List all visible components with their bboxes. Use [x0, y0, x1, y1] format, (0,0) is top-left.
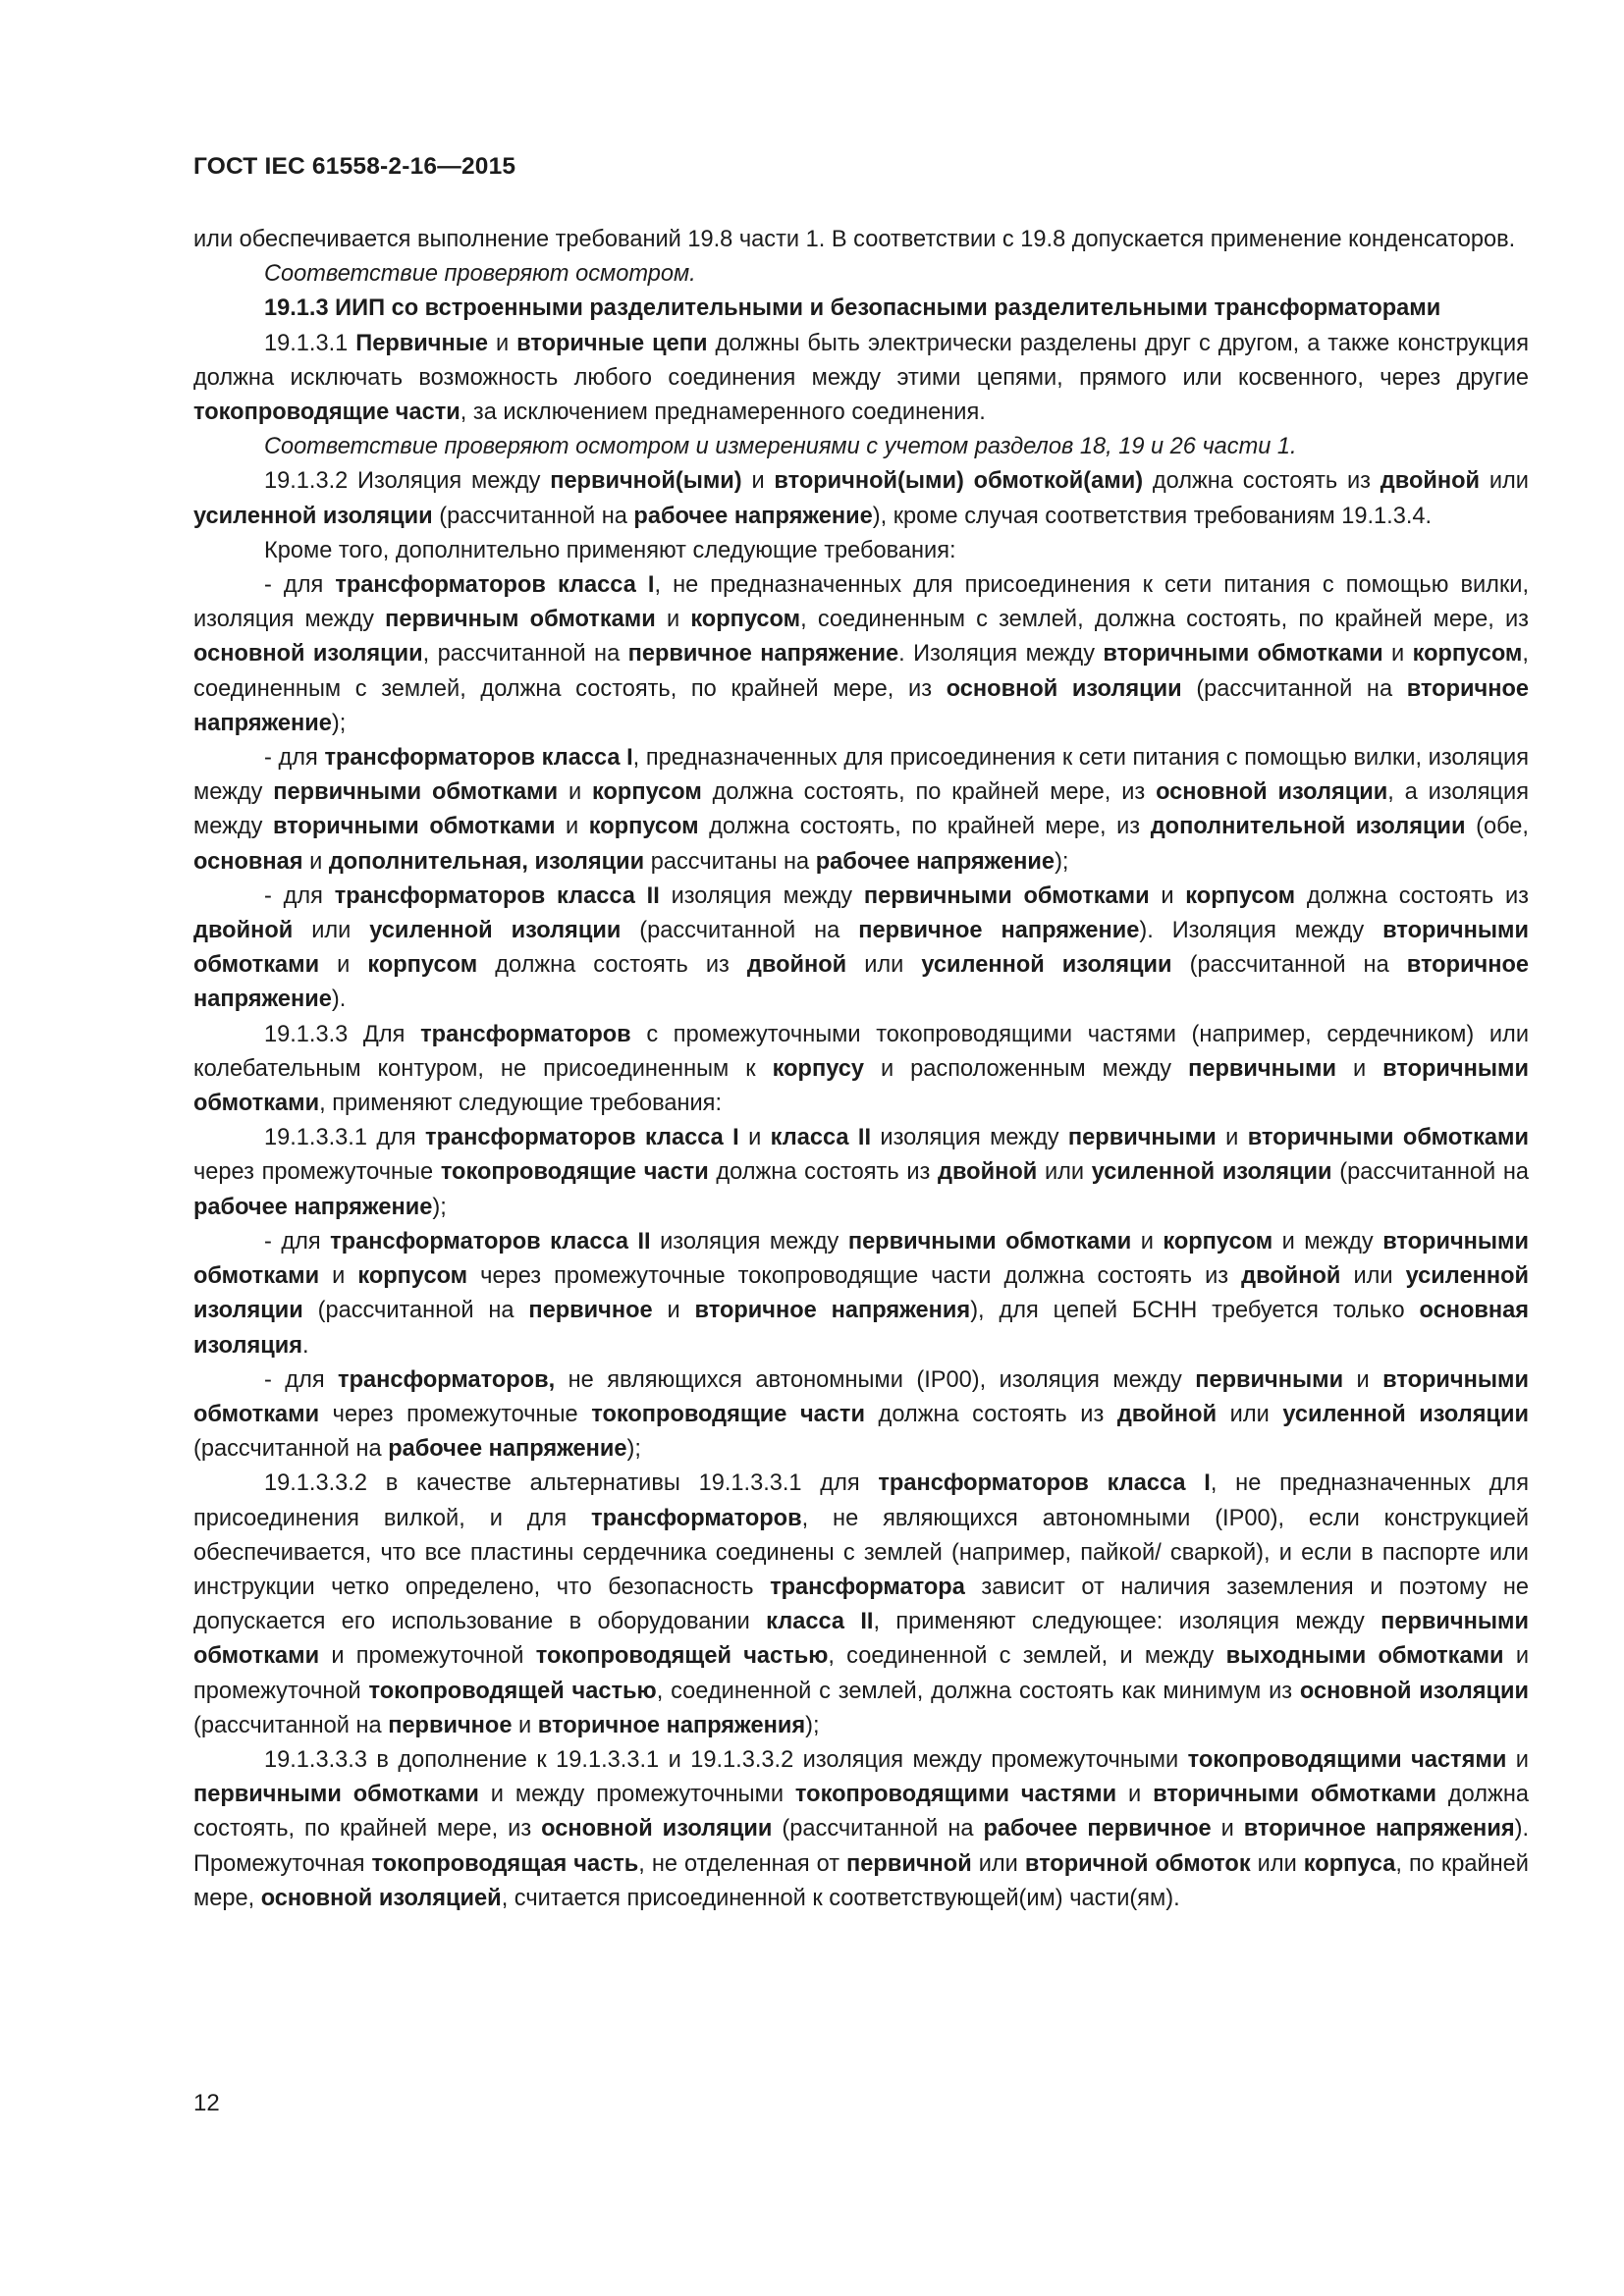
text-run: или [1340, 1263, 1406, 1290]
bold-term: трансформаторов [420, 1021, 631, 1047]
bold-term: трансформаторов класса II [330, 1228, 651, 1255]
bold-term: рабочее первичное [983, 1816, 1212, 1842]
text-run: Соответствие проверяют осмотром. [264, 261, 696, 288]
bold-term: трансформаторов, [338, 1366, 556, 1393]
bold-term: токопроводящие части [193, 400, 460, 426]
bold-term: первичными [1067, 1125, 1217, 1151]
text-run: - для [264, 572, 336, 599]
text-run: и [555, 814, 589, 840]
bold-term: вторичное напряжения [694, 1298, 971, 1324]
text-run: и промежуточной [319, 1643, 536, 1670]
text-run: не являющихся автономными (IP00), изоляция между [555, 1366, 1196, 1393]
text-run: , соединенной с землей, должна состоять как минимум из [656, 1678, 1300, 1704]
text-run: ); [1055, 848, 1069, 875]
bold-term: трансформаторов класса I [324, 745, 633, 772]
text-run: должна состоять из [865, 1401, 1117, 1427]
text-run: (рассчитанной на [432, 503, 634, 529]
text-run: или [971, 1850, 1025, 1877]
text-run: с промежуточными токопроводящими частями (например, сердечником) или колебательным контуром, не присоединенным к [193, 1021, 1530, 1082]
text-run: , считается присоединенной к соответствующей(им) части(ям). [501, 1885, 1180, 1911]
text-run: , соединенным с землей, должна состоять, по крайней мере, из [193, 641, 1529, 702]
text-run: , соединенным с землей, должна состоять, по крайней мере, из [800, 607, 1529, 633]
bold-term: трансформаторов [591, 1505, 802, 1531]
bold-term: корпусом [367, 952, 478, 979]
bold-term: вторичное напряжение [193, 952, 1529, 1013]
text-run: и [1343, 1366, 1383, 1393]
text-run: или [1480, 468, 1529, 495]
text-run: 19.1.3.2 Изоляция между [264, 468, 551, 495]
bold-term: усиленной изоляции [193, 1263, 1529, 1324]
body-text [193, 223, 1529, 1916]
bold-term: основной изоляции [1156, 779, 1388, 806]
text-run: должна состоять, по крайней мере, из [698, 814, 1151, 840]
bold-term: токопроводящей частью [535, 1643, 829, 1670]
text-run: , не отделенная от [638, 1850, 847, 1877]
text-run: - для [264, 1366, 339, 1393]
bold-term: первичное [528, 1298, 653, 1324]
text-run: , применяют следующие требования: [319, 1091, 723, 1117]
bold-term: усиленной изоляции [369, 918, 622, 944]
text-run: ), для цепей БСНН требуется только [970, 1298, 1420, 1324]
bold-term: корпусом [690, 607, 801, 633]
text-run: изоляция между [871, 1125, 1068, 1151]
bold-term: усиленной изоляции [1091, 1159, 1332, 1186]
text-run: (рассчитанной на [193, 1436, 389, 1463]
bold-term: класса II [770, 1125, 872, 1151]
text-run: , по крайней мере, [193, 1850, 1529, 1911]
bold-term: первичное напряжение [627, 641, 899, 667]
bold-term: двойной [1241, 1263, 1341, 1290]
text-run: и [302, 848, 329, 875]
bold-term: усиленной изоляции [193, 503, 433, 529]
text-run: и [1382, 641, 1413, 667]
bold-term: первичными обмотками [273, 779, 559, 806]
bold-term: корпусу [772, 1055, 864, 1082]
paragraph [193, 1467, 1529, 1743]
bold-term: вторичными обмотками [193, 1366, 1529, 1427]
bold-term: вторичной обмоток [1024, 1850, 1251, 1877]
text-run: и [1335, 1055, 1383, 1082]
bold-term: корпусом [357, 1263, 468, 1290]
bold-term: токопроводящая часть [371, 1850, 639, 1877]
bold-term: двойной [1116, 1401, 1218, 1427]
paragraph [193, 1743, 1529, 1916]
text-run: 19.1.3.3.2 в качестве альтернативы 19.1.3.3.1 для [264, 1470, 879, 1497]
text-run: и [741, 468, 775, 495]
bold-term: корпуса [1303, 1850, 1396, 1877]
bold-term: трансформаторов класса I [425, 1125, 739, 1151]
text-run: , а изоляция между [193, 779, 1529, 840]
paragraph [193, 1363, 1529, 1468]
bold-term: основной изоляции [1299, 1678, 1529, 1704]
bold-term: корпусом [1412, 641, 1523, 667]
text-run: или обеспечивается выполнение требований 19.8 части 1. В соответствии с 19.8 допускается применение конденсаторов. [193, 227, 1516, 252]
text-run: . Изоляция между [898, 641, 1104, 667]
bold-term: трансформатора [770, 1574, 965, 1600]
text-run: и промежуточной [193, 1643, 1529, 1704]
bold-term: вторичными обмотками [272, 814, 556, 840]
bold-term: корпусом [592, 779, 702, 806]
paragraph [193, 1121, 1529, 1225]
text-run: 19.1.3.1 [264, 330, 356, 356]
bold-term: токопроводящей частью [368, 1678, 657, 1704]
text-run: (рассчитанной на [1331, 1159, 1529, 1186]
bold-term: усиленной изоляции [921, 952, 1172, 979]
text-run: и [558, 779, 592, 806]
bold-term: вторичной(ыми) обмоткой(ами) [774, 468, 1144, 495]
bold-term: токопроводящие части [591, 1401, 865, 1427]
paragraph [193, 880, 1529, 1018]
bold-term: рабочее напряжение [388, 1436, 627, 1463]
text-run: и [1506, 1746, 1529, 1773]
bold-term: трансформаторов класса II [334, 882, 660, 909]
text-run: или [846, 952, 922, 979]
text-run: , за исключением преднамеренного соединения. [460, 400, 986, 426]
text-run: и расположенным между [863, 1055, 1189, 1082]
text-run: должна состоять из [1143, 468, 1380, 495]
bold-term: корпусом [1163, 1228, 1273, 1255]
text-run: ), кроме случая соответствия требованиям 19.1.3.4. [872, 503, 1433, 529]
text-run: , не предназначенных для присоединения вилкой, и для [193, 1470, 1529, 1531]
bold-term: первичной [846, 1850, 972, 1877]
text-run: и [319, 952, 368, 979]
paragraph [193, 1225, 1529, 1363]
bold-term: токопроводящими частями [1187, 1746, 1507, 1773]
text-run: , предназначенных для присоединения к сети питания с помощью вилки, изоляция между [193, 745, 1529, 806]
paragraph [193, 568, 1529, 741]
text-run: и между [1272, 1228, 1383, 1255]
text-run: ). [331, 987, 347, 1013]
bold-term: двойной [938, 1159, 1038, 1186]
text-run: , соединенной с землей, и между [828, 1643, 1226, 1670]
bold-term: двойной [1380, 468, 1481, 495]
bold-term: основной изоляции [541, 1816, 773, 1842]
bold-term: Первичные [355, 330, 488, 356]
bold-term: основной изоляцией [260, 1885, 502, 1911]
paragraph [193, 534, 1529, 568]
bold-term: первичными обмотками [847, 1228, 1132, 1255]
text-run: (рассчитанной на [302, 1298, 529, 1324]
text-run: изоляция между [659, 882, 864, 909]
bold-term: вторичными обмотками [193, 1228, 1530, 1290]
bold-term: рабочее напряжение [815, 848, 1056, 875]
text-run: и [652, 1298, 695, 1324]
text-run: должны быть электрически разделены друг с другом, а также конструкция должна исключать возможность любого соединения между этими цепями, прямого или косвенного, через другие [193, 330, 1529, 391]
text-run: ); [626, 1436, 641, 1463]
bold-term: трансформаторов класса I [878, 1470, 1211, 1497]
bold-term: вторичными обмотками [1153, 1782, 1436, 1808]
bold-term: первичными обмотками [193, 1609, 1529, 1670]
bold-term: вторичные цепи [516, 330, 708, 356]
bold-term: усиленной изоляции [1282, 1401, 1530, 1427]
text-run: , не являющихся автономными (IP00), если конструкцией обеспечивается, что все пластины сердечника соединены с землей (например, пайкой/ сваркой), и если в паспорте или инструкции четко определено, что безопасность [193, 1505, 1529, 1600]
text-run: и [738, 1125, 771, 1151]
bold-term: токопроводящие части [440, 1159, 709, 1186]
text-run: через промежуточные токопроводящие части должна состоять из [467, 1263, 1242, 1290]
text-run: и [512, 1712, 538, 1738]
text-run: Кроме того, дополнительно применяют следующие требования: [264, 537, 956, 563]
text-run: . [302, 1332, 309, 1359]
text-run: должна состоять из [477, 952, 747, 979]
bold-term: первичной(ыми) [550, 468, 742, 495]
text-run: ). Изоляция между [1139, 918, 1383, 944]
paragraph [193, 430, 1529, 464]
bold-term: 19.1.3 ИИП со встроенными разделительными и безопасными разделительными трансформаторами [264, 295, 1441, 322]
text-run: ); [432, 1194, 447, 1220]
bold-term: токопроводящими частями [794, 1782, 1117, 1808]
text-run: (рассчитанной на [193, 1712, 389, 1738]
bold-term: первичное [388, 1712, 513, 1738]
text-run: и [1149, 882, 1186, 909]
bold-term: вторичное напряжения [1243, 1816, 1515, 1842]
text-run: (обе, [1465, 814, 1529, 840]
bold-term: вторичное напряжение [193, 675, 1529, 736]
text-run: рассчитаны на [644, 848, 816, 875]
text-run: 19.1.3.3 Для [264, 1021, 421, 1047]
bold-term: корпусом [1185, 882, 1296, 909]
text-run: и [1216, 1125, 1248, 1151]
text-run: зависит от наличия заземления и поэтому не допускается его использование в оборудовании [193, 1574, 1529, 1635]
text-run: и [1211, 1816, 1244, 1842]
bold-term: выходными обмотками [1225, 1643, 1504, 1670]
text-run: или [1217, 1401, 1283, 1427]
bold-term: рабочее напряжение [633, 503, 873, 529]
text-run: ); [805, 1712, 820, 1738]
text-run: или [293, 918, 370, 944]
text-run: или [1037, 1159, 1092, 1186]
text-run: и между промежуточными [478, 1782, 795, 1808]
text-run: ); [331, 710, 347, 736]
text-run: и [319, 1263, 358, 1290]
text-run: 19.1.3.3.3 в дополнение к 19.1.3.3.1 и 19.1.3.3.2 изоляция между промежуточными [264, 1746, 1188, 1773]
bold-term: вторичными обмотками [193, 918, 1529, 979]
text-run: должна состоять, по крайней мере, из [701, 779, 1157, 806]
text-run: изоляция между [650, 1228, 848, 1255]
text-run: через промежуточные [319, 1401, 592, 1427]
text-run: должна состоять из [1295, 882, 1529, 909]
text-run: Соответствие проверяют осмотром и измерениями с учетом разделов 18, 19 и 26 части 1. [264, 434, 1297, 460]
bold-term: основная [193, 848, 303, 875]
bold-term: класса II [766, 1609, 874, 1635]
bold-term: основной изоляции [946, 675, 1182, 702]
bold-term: первичными обмотками [863, 882, 1150, 909]
text-run: (рассчитанной на [1181, 675, 1407, 702]
bold-term: рабочее напряжение [193, 1194, 433, 1220]
paragraph [193, 464, 1529, 533]
paragraph [193, 741, 1529, 880]
bold-term: вторичное напряжения [537, 1712, 806, 1738]
bold-term: первичными [1195, 1366, 1344, 1393]
text-run: и [655, 607, 691, 633]
bold-term: двойной [193, 918, 294, 944]
paragraph [193, 257, 1529, 292]
bold-term: корпусом [588, 814, 699, 840]
text-run: - для [264, 882, 335, 909]
text-run: и [1116, 1782, 1154, 1808]
bold-term: двойной [746, 952, 847, 979]
text-run: , рассчитанной на [422, 641, 628, 667]
bold-term: первичное напряжение [858, 918, 1140, 944]
bold-term: дополнительной изоляции [1150, 814, 1466, 840]
text-run: должна состоять, по крайней мере, из [193, 1782, 1529, 1842]
paragraph [193, 292, 1529, 326]
text-run: ). Промежуточная [193, 1816, 1530, 1877]
bold-term: вторичными обмотками [193, 1055, 1529, 1117]
bold-term: основной изоляции [193, 641, 423, 667]
bold-term: вторичными обмотками [1103, 641, 1383, 667]
text-run: и [1131, 1228, 1164, 1255]
paragraph [193, 223, 1529, 257]
text-run: и [488, 330, 517, 356]
page-number: 12 [193, 2090, 220, 2116]
bold-term: вторичными обмотками [1247, 1125, 1529, 1151]
text-run: , не предназначенных для присоединения к сети питания с помощью вилки, изоляция между [193, 572, 1529, 633]
text-run: (рассчитанной на [621, 918, 859, 944]
text-run: (рассчитанной на [1171, 952, 1407, 979]
text-run: - для [264, 745, 325, 772]
text-run: - для [264, 1228, 331, 1255]
text-run: , применяют следующее: изоляция между [873, 1609, 1381, 1635]
text-run: должна состоять из [708, 1159, 939, 1186]
bold-term: первичными обмотками [193, 1782, 479, 1808]
bold-term: дополнительная, изоляции [328, 848, 645, 875]
standard-header: ГОСТ IEC 61558-2-16—2015 [193, 153, 516, 180]
text-run: (рассчитанной на [772, 1816, 984, 1842]
bold-term: первичными [1188, 1055, 1336, 1082]
bold-term: основная изоляция [193, 1298, 1530, 1359]
text-run: или [1250, 1850, 1304, 1877]
bold-term: первичным обмотками [385, 607, 656, 633]
bold-term: трансформаторов класса I [335, 572, 655, 599]
paragraph [193, 1018, 1529, 1122]
paragraph [193, 327, 1529, 431]
text-run: 19.1.3.3.1 для [264, 1125, 426, 1151]
text-run: через промежуточные [193, 1159, 441, 1186]
